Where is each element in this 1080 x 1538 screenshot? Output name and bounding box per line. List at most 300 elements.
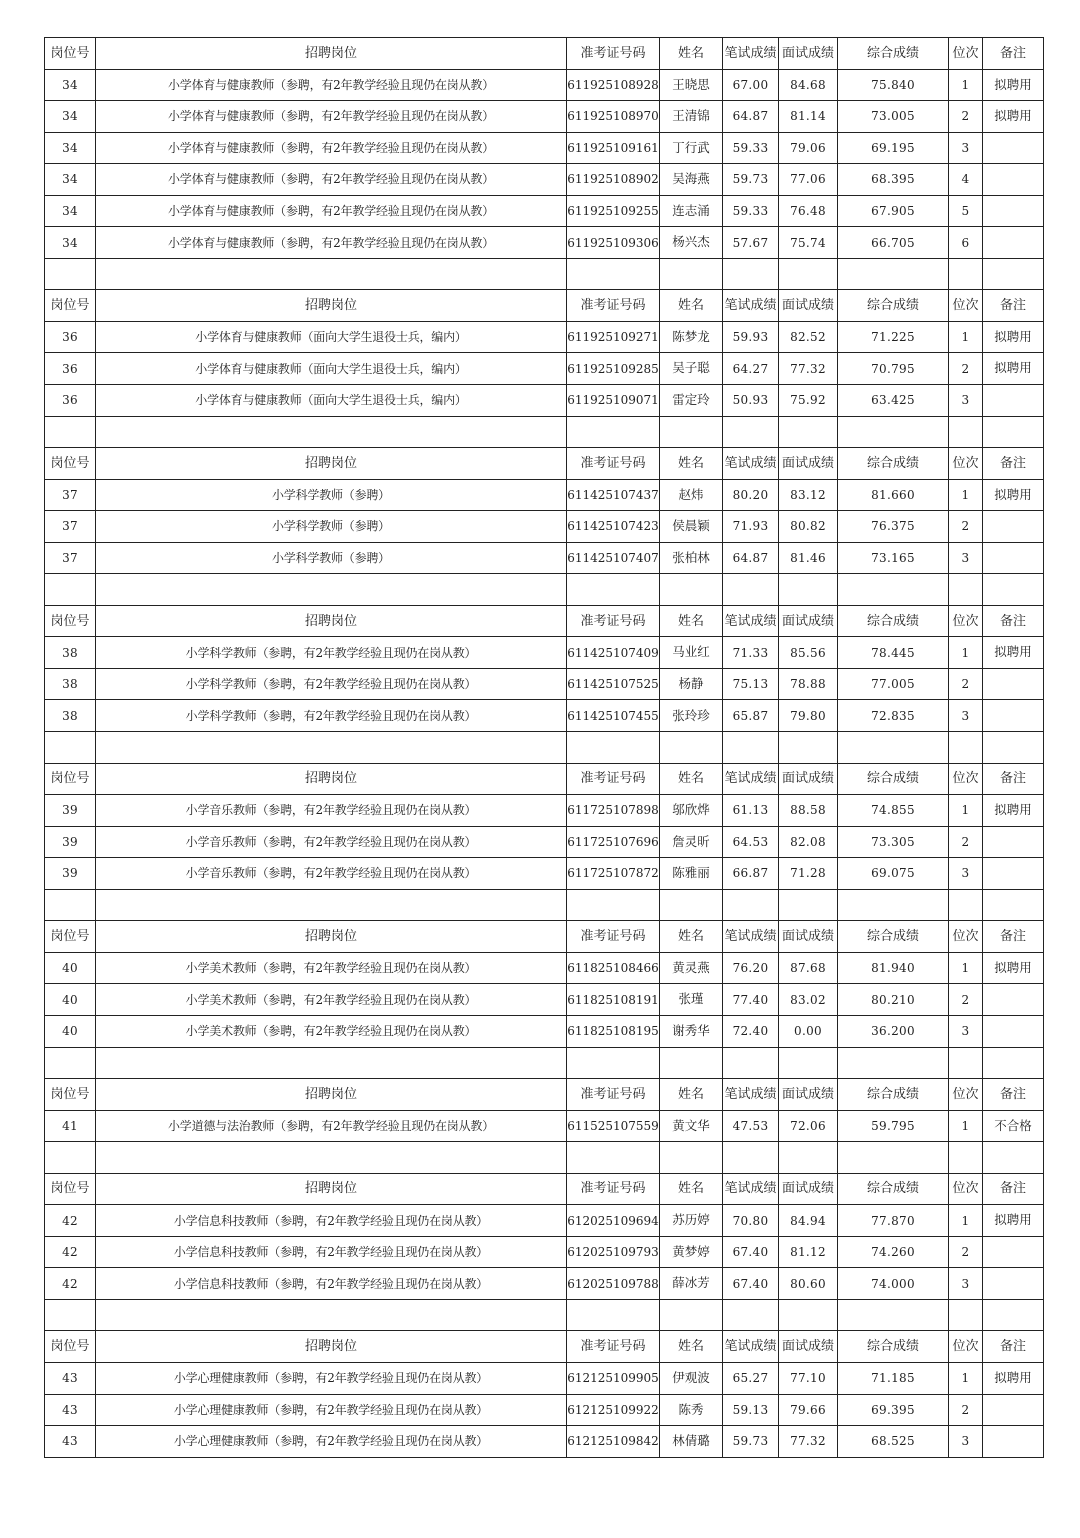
interview-score-cell: 77.06: [779, 164, 838, 196]
total-score-cell: 75.840: [838, 69, 949, 101]
ticket-number-cell: 611925108902: [567, 164, 660, 196]
table-row: [45, 101, 1044, 133]
rank-cell: 3: [949, 700, 983, 732]
total-score-cell: 73.305: [838, 826, 949, 858]
total-score-cell: 72.835: [838, 700, 949, 732]
candidate-name-cell: 陈秀: [660, 1394, 723, 1426]
remark-cell: [983, 668, 1044, 700]
header-interview-score: 面试成绩: [779, 1173, 838, 1205]
empty-cell: [779, 416, 838, 448]
header-job-title: 招聘岗位: [96, 1079, 567, 1111]
empty-cell: [838, 1142, 949, 1174]
header-ticket-number: 准考证号码: [567, 1173, 660, 1205]
empty-cell: [779, 1047, 838, 1079]
spacer-row: [45, 732, 1044, 764]
position-number-cell: 34: [45, 132, 96, 164]
written-score-cell: 59.73: [723, 1426, 779, 1458]
empty-cell: [660, 732, 723, 764]
header-candidate-name: 姓名: [660, 605, 723, 637]
empty-cell: [96, 732, 567, 764]
remark-cell: 拟聘用: [983, 353, 1044, 385]
position-number-cell: 42: [45, 1205, 96, 1237]
total-score-cell: 74.000: [838, 1268, 949, 1300]
empty-cell: [660, 1299, 723, 1331]
position-number-cell: 39: [45, 826, 96, 858]
rank-cell: 1: [949, 69, 983, 101]
job-title-cell: 小学音乐教师（参聘，有2年教学经验且现仍在岗从教）: [96, 795, 567, 827]
interview-score-cell: 78.88: [779, 668, 838, 700]
rank-cell: 2: [949, 668, 983, 700]
written-score-cell: 59.13: [723, 1394, 779, 1426]
position-number-cell: 37: [45, 542, 96, 574]
job-title-cell: 小学体育与健康教师（参聘，有2年教学经验且现仍在岗从教）: [96, 227, 567, 259]
rank-cell: 2: [949, 984, 983, 1016]
rank-cell: 3: [949, 1015, 983, 1047]
table-row: [45, 826, 1044, 858]
rank-cell: 1: [949, 1205, 983, 1237]
candidate-name-cell: 赵炜: [660, 479, 723, 511]
candidate-name-cell: 丁行武: [660, 132, 723, 164]
total-score-cell: 78.445: [838, 637, 949, 669]
empty-cell: [983, 1142, 1044, 1174]
candidate-name-cell: 陈梦龙: [660, 321, 723, 353]
empty-cell: [838, 1299, 949, 1331]
job-title-cell: 小学美术教师（参聘，有2年教学经验且现仍在岗从教）: [96, 952, 567, 984]
remark-cell: [983, 1426, 1044, 1458]
rank-cell: 1: [949, 479, 983, 511]
empty-cell: [949, 1142, 983, 1174]
ticket-number-cell: 611425107525: [567, 668, 660, 700]
table-row: [45, 1205, 1044, 1237]
spacer-row: [45, 1142, 1044, 1174]
header-row: [45, 605, 1044, 637]
header-position-number: 岗位号: [45, 38, 96, 70]
ticket-number-cell: 611525107559: [567, 1110, 660, 1142]
table-row: [45, 511, 1044, 543]
header-written-score: 笔试成绩: [723, 1079, 779, 1111]
remark-cell: 拟聘用: [983, 321, 1044, 353]
total-score-cell: 69.395: [838, 1394, 949, 1426]
empty-cell: [567, 1142, 660, 1174]
total-score-cell: 80.210: [838, 984, 949, 1016]
interview-score-cell: 77.10: [779, 1362, 838, 1394]
candidate-name-cell: 张玲珍: [660, 700, 723, 732]
header-ticket-number: 准考证号码: [567, 1331, 660, 1363]
table-row: [45, 984, 1044, 1016]
position-number-cell: 43: [45, 1362, 96, 1394]
header-ticket-number: 准考证号码: [567, 448, 660, 480]
empty-cell: [723, 1047, 779, 1079]
candidate-name-cell: 马业红: [660, 637, 723, 669]
empty-cell: [949, 1047, 983, 1079]
header-remark: 备注: [983, 1173, 1044, 1205]
ticket-number-cell: 611925108970: [567, 101, 660, 133]
written-score-cell: 66.87: [723, 858, 779, 890]
position-number-cell: 38: [45, 668, 96, 700]
empty-cell: [983, 1299, 1044, 1331]
empty-cell: [838, 258, 949, 290]
empty-cell: [779, 1142, 838, 1174]
table-row: [45, 1015, 1044, 1047]
header-total-score: 综合成绩: [838, 38, 949, 70]
header-ticket-number: 准考证号码: [567, 290, 660, 322]
position-number-cell: 40: [45, 1015, 96, 1047]
total-score-cell: 68.395: [838, 164, 949, 196]
header-written-score: 笔试成绩: [723, 605, 779, 637]
ticket-number-cell: 612025109793: [567, 1236, 660, 1268]
remark-cell: 拟聘用: [983, 69, 1044, 101]
empty-cell: [45, 732, 96, 764]
job-title-cell: 小学体育与健康教师（参聘，有2年教学经验且现仍在岗从教）: [96, 195, 567, 227]
empty-cell: [779, 574, 838, 606]
header-rank: 位次: [949, 1331, 983, 1363]
ticket-number-cell: 612025109788: [567, 1268, 660, 1300]
empty-cell: [567, 1047, 660, 1079]
interview-score-cell: 87.68: [779, 952, 838, 984]
header-total-score: 综合成绩: [838, 1079, 949, 1111]
header-candidate-name: 姓名: [660, 1079, 723, 1111]
written-score-cell: 71.33: [723, 637, 779, 669]
spacer-row: [45, 258, 1044, 290]
interview-score-cell: 82.08: [779, 826, 838, 858]
results-table: [44, 37, 1044, 1458]
interview-score-cell: 81.12: [779, 1236, 838, 1268]
rank-cell: 2: [949, 826, 983, 858]
job-title-cell: 小学信息科技教师（参聘，有2年教学经验且现仍在岗从教）: [96, 1236, 567, 1268]
header-candidate-name: 姓名: [660, 763, 723, 795]
position-number-cell: 34: [45, 69, 96, 101]
header-ticket-number: 准考证号码: [567, 921, 660, 953]
table-row: [45, 1394, 1044, 1426]
empty-cell: [660, 258, 723, 290]
rank-cell: 2: [949, 1236, 983, 1268]
remark-cell: 不合格: [983, 1110, 1044, 1142]
candidate-name-cell: 苏历婷: [660, 1205, 723, 1237]
empty-cell: [96, 258, 567, 290]
ticket-number-cell: 611825108191: [567, 984, 660, 1016]
remark-cell: 拟聘用: [983, 795, 1044, 827]
interview-score-cell: 81.46: [779, 542, 838, 574]
ticket-number-cell: 612125109905: [567, 1362, 660, 1394]
header-candidate-name: 姓名: [660, 38, 723, 70]
ticket-number-cell: 611425107407: [567, 542, 660, 574]
written-score-cell: 65.27: [723, 1362, 779, 1394]
remark-cell: [983, 1268, 1044, 1300]
written-score-cell: 50.93: [723, 385, 779, 417]
written-score-cell: 59.73: [723, 164, 779, 196]
table-row: [45, 700, 1044, 732]
job-title-cell: 小学体育与健康教师（参聘，有2年教学经验且现仍在岗从教）: [96, 164, 567, 196]
remark-cell: [983, 164, 1044, 196]
candidate-name-cell: 伊观波: [660, 1362, 723, 1394]
header-total-score: 综合成绩: [838, 921, 949, 953]
header-candidate-name: 姓名: [660, 1173, 723, 1205]
total-score-cell: 73.005: [838, 101, 949, 133]
ticket-number-cell: 611425107423: [567, 511, 660, 543]
header-row: [45, 763, 1044, 795]
job-title-cell: 小学科学教师（参聘，有2年教学经验且现仍在岗从教）: [96, 668, 567, 700]
header-interview-score: 面试成绩: [779, 38, 838, 70]
position-number-cell: 40: [45, 984, 96, 1016]
header-remark: 备注: [983, 1079, 1044, 1111]
ticket-number-cell: 611825108466: [567, 952, 660, 984]
written-score-cell: 59.93: [723, 321, 779, 353]
header-position-number: 岗位号: [45, 448, 96, 480]
empty-cell: [45, 416, 96, 448]
interview-score-cell: 80.60: [779, 1268, 838, 1300]
written-score-cell: 64.53: [723, 826, 779, 858]
total-score-cell: 76.375: [838, 511, 949, 543]
header-row: [45, 38, 1044, 70]
ticket-number-cell: 611425107455: [567, 700, 660, 732]
interview-score-cell: 77.32: [779, 1426, 838, 1458]
written-score-cell: 65.87: [723, 700, 779, 732]
empty-cell: [660, 1142, 723, 1174]
candidate-name-cell: 侯晨颖: [660, 511, 723, 543]
header-total-score: 综合成绩: [838, 1173, 949, 1205]
position-number-cell: 37: [45, 479, 96, 511]
empty-cell: [838, 574, 949, 606]
interview-score-cell: 79.66: [779, 1394, 838, 1426]
position-number-cell: 34: [45, 164, 96, 196]
position-number-cell: 38: [45, 700, 96, 732]
rank-cell: 2: [949, 101, 983, 133]
empty-cell: [567, 574, 660, 606]
empty-cell: [96, 1047, 567, 1079]
remark-cell: [983, 1394, 1044, 1426]
ticket-number-cell: 611425107437: [567, 479, 660, 511]
empty-cell: [96, 889, 567, 921]
header-written-score: 笔试成绩: [723, 1331, 779, 1363]
remark-cell: 拟聘用: [983, 101, 1044, 133]
interview-score-cell: 76.48: [779, 195, 838, 227]
ticket-number-cell: 611925109161: [567, 132, 660, 164]
position-number-cell: 42: [45, 1268, 96, 1300]
header-interview-score: 面试成绩: [779, 763, 838, 795]
empty-cell: [983, 889, 1044, 921]
position-number-cell: 43: [45, 1426, 96, 1458]
empty-cell: [567, 258, 660, 290]
empty-cell: [779, 258, 838, 290]
job-title-cell: 小学信息科技教师（参聘，有2年教学经验且现仍在岗从教）: [96, 1205, 567, 1237]
position-number-cell: 36: [45, 321, 96, 353]
interview-score-cell: 82.52: [779, 321, 838, 353]
table-row: [45, 542, 1044, 574]
empty-cell: [779, 732, 838, 764]
interview-score-cell: 75.74: [779, 227, 838, 259]
empty-cell: [96, 416, 567, 448]
rank-cell: 1: [949, 321, 983, 353]
table-row: [45, 227, 1044, 259]
remark-cell: [983, 858, 1044, 890]
header-written-score: 笔试成绩: [723, 448, 779, 480]
empty-cell: [45, 1047, 96, 1079]
header-candidate-name: 姓名: [660, 290, 723, 322]
interview-score-cell: 75.92: [779, 385, 838, 417]
position-number-cell: 37: [45, 511, 96, 543]
empty-cell: [949, 574, 983, 606]
header-row: [45, 1173, 1044, 1205]
job-title-cell: 小学美术教师（参聘，有2年教学经验且现仍在岗从教）: [96, 984, 567, 1016]
job-title-cell: 小学科学教师（参聘）: [96, 542, 567, 574]
header-rank: 位次: [949, 290, 983, 322]
table-row: [45, 353, 1044, 385]
ticket-number-cell: 611925109306: [567, 227, 660, 259]
total-score-cell: 77.005: [838, 668, 949, 700]
table-row: [45, 479, 1044, 511]
header-total-score: 综合成绩: [838, 763, 949, 795]
header-position-number: 岗位号: [45, 1331, 96, 1363]
empty-cell: [723, 732, 779, 764]
interview-score-cell: 79.80: [779, 700, 838, 732]
written-score-cell: 64.27: [723, 353, 779, 385]
remark-cell: [983, 227, 1044, 259]
candidate-name-cell: 王清锦: [660, 101, 723, 133]
empty-cell: [983, 258, 1044, 290]
total-score-cell: 71.225: [838, 321, 949, 353]
position-number-cell: 39: [45, 858, 96, 890]
position-number-cell: 40: [45, 952, 96, 984]
interview-score-cell: 71.28: [779, 858, 838, 890]
empty-cell: [949, 732, 983, 764]
written-score-cell: 71.93: [723, 511, 779, 543]
candidate-name-cell: 张柏林: [660, 542, 723, 574]
total-score-cell: 81.940: [838, 952, 949, 984]
job-title-cell: 小学体育与健康教师（参聘，有2年教学经验且现仍在岗从教）: [96, 69, 567, 101]
header-job-title: 招聘岗位: [96, 921, 567, 953]
header-row: [45, 1079, 1044, 1111]
table-row: [45, 164, 1044, 196]
header-remark: 备注: [983, 763, 1044, 795]
interview-score-cell: 80.82: [779, 511, 838, 543]
header-row: [45, 448, 1044, 480]
empty-cell: [838, 1047, 949, 1079]
spacer-row: [45, 574, 1044, 606]
empty-cell: [45, 258, 96, 290]
header-remark: 备注: [983, 38, 1044, 70]
header-row: [45, 1331, 1044, 1363]
ticket-number-cell: 611725107898: [567, 795, 660, 827]
position-number-cell: 42: [45, 1236, 96, 1268]
header-ticket-number: 准考证号码: [567, 605, 660, 637]
header-job-title: 招聘岗位: [96, 290, 567, 322]
header-written-score: 笔试成绩: [723, 1173, 779, 1205]
table-row: [45, 385, 1044, 417]
rank-cell: 2: [949, 511, 983, 543]
interview-score-cell: 72.06: [779, 1110, 838, 1142]
table-row: [45, 668, 1044, 700]
written-score-cell: 67.00: [723, 69, 779, 101]
job-title-cell: 小学音乐教师（参聘，有2年教学经验且现仍在岗从教）: [96, 858, 567, 890]
header-rank: 位次: [949, 448, 983, 480]
written-score-cell: 76.20: [723, 952, 779, 984]
table-row: [45, 1426, 1044, 1458]
table-row: [45, 1362, 1044, 1394]
remark-cell: [983, 826, 1044, 858]
remark-cell: 拟聘用: [983, 1205, 1044, 1237]
total-score-cell: 36.200: [838, 1015, 949, 1047]
header-remark: 备注: [983, 605, 1044, 637]
header-position-number: 岗位号: [45, 605, 96, 637]
header-remark: 备注: [983, 290, 1044, 322]
empty-cell: [660, 574, 723, 606]
rank-cell: 3: [949, 132, 983, 164]
empty-cell: [838, 416, 949, 448]
total-score-cell: 70.795: [838, 353, 949, 385]
header-position-number: 岗位号: [45, 763, 96, 795]
candidate-name-cell: 邬欣烨: [660, 795, 723, 827]
written-score-cell: 59.33: [723, 132, 779, 164]
ticket-number-cell: 612125109842: [567, 1426, 660, 1458]
job-title-cell: 小学心理健康教师（参聘，有2年教学经验且现仍在岗从教）: [96, 1362, 567, 1394]
empty-cell: [949, 889, 983, 921]
job-title-cell: 小学科学教师（参聘）: [96, 511, 567, 543]
job-title-cell: 小学心理健康教师（参聘，有2年教学经验且现仍在岗从教）: [96, 1394, 567, 1426]
written-score-cell: 64.87: [723, 542, 779, 574]
table-row: [45, 952, 1044, 984]
candidate-name-cell: 黄梦婷: [660, 1236, 723, 1268]
written-score-cell: 47.53: [723, 1110, 779, 1142]
header-total-score: 综合成绩: [838, 448, 949, 480]
header-remark: 备注: [983, 921, 1044, 953]
candidate-name-cell: 杨静: [660, 668, 723, 700]
empty-cell: [45, 574, 96, 606]
job-title-cell: 小学科学教师（参聘，有2年教学经验且现仍在岗从教）: [96, 637, 567, 669]
empty-cell: [660, 1047, 723, 1079]
total-score-cell: 77.870: [838, 1205, 949, 1237]
interview-score-cell: 0.00: [779, 1015, 838, 1047]
interview-score-cell: 85.56: [779, 637, 838, 669]
position-number-cell: 34: [45, 227, 96, 259]
empty-cell: [96, 1142, 567, 1174]
header-row: [45, 921, 1044, 953]
header-total-score: 综合成绩: [838, 290, 949, 322]
rank-cell: 3: [949, 542, 983, 574]
rank-cell: 1: [949, 637, 983, 669]
remark-cell: [983, 984, 1044, 1016]
table-row: [45, 637, 1044, 669]
remark-cell: 拟聘用: [983, 1362, 1044, 1394]
position-number-cell: 36: [45, 353, 96, 385]
rank-cell: 2: [949, 1394, 983, 1426]
remark-cell: [983, 132, 1044, 164]
table-row: [45, 195, 1044, 227]
header-candidate-name: 姓名: [660, 448, 723, 480]
spacer-row: [45, 889, 1044, 921]
total-score-cell: 68.525: [838, 1426, 949, 1458]
header-candidate-name: 姓名: [660, 1331, 723, 1363]
header-ticket-number: 准考证号码: [567, 763, 660, 795]
empty-cell: [723, 574, 779, 606]
rank-cell: 6: [949, 227, 983, 259]
remark-cell: [983, 1236, 1044, 1268]
written-score-cell: 75.13: [723, 668, 779, 700]
ticket-number-cell: 611825108195: [567, 1015, 660, 1047]
header-remark: 备注: [983, 448, 1044, 480]
empty-cell: [96, 574, 567, 606]
total-score-cell: 63.425: [838, 385, 949, 417]
ticket-number-cell: 611425107409: [567, 637, 660, 669]
header-total-score: 综合成绩: [838, 605, 949, 637]
candidate-name-cell: 谢秀华: [660, 1015, 723, 1047]
ticket-number-cell: 612025109694: [567, 1205, 660, 1237]
candidate-name-cell: 连志涌: [660, 195, 723, 227]
table-row: [45, 321, 1044, 353]
total-score-cell: 74.260: [838, 1236, 949, 1268]
header-job-title: 招聘岗位: [96, 38, 567, 70]
empty-cell: [45, 1142, 96, 1174]
ticket-number-cell: 611725107696: [567, 826, 660, 858]
